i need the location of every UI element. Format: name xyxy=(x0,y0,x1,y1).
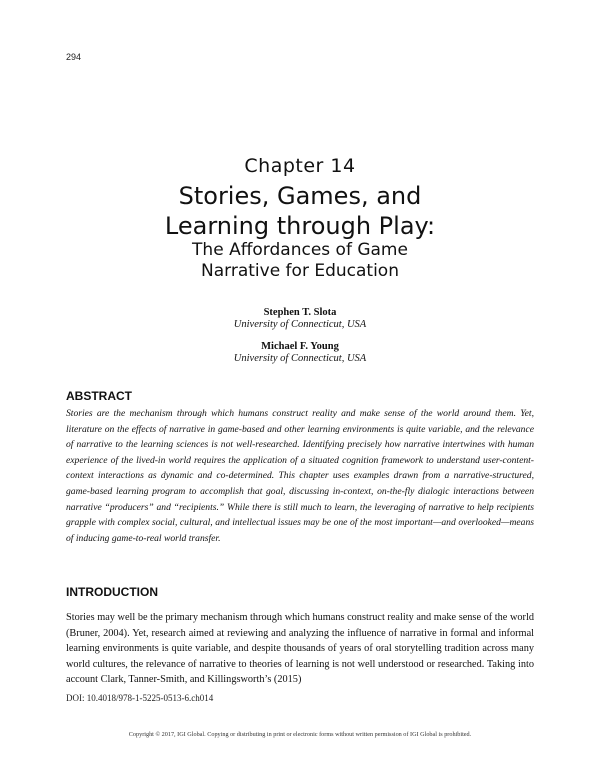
abstract-heading: ABSTRACT xyxy=(66,389,132,403)
chapter-title-line-2: Learning through Play: xyxy=(164,212,436,240)
page-number: 294 xyxy=(66,52,82,62)
chapter-title-line-1: Stories, Games, and xyxy=(178,182,422,210)
chapter-subtitle-line-2: Narrative for Education xyxy=(201,261,399,281)
abstract-text: Stories are the mechanism through which humans construct reality and make sense of the world around them. Yet, literature on the effects of narrative in game-based and other learning environments is quite variable, and the relevance of narrative to the learning sciences is not well-researched. Identifying precisely how narrative intertwines with human experience of the lived-in world requires the application of a situated cognition framework to understand user-content-context interactions as dynamic and co-determined. This chapter uses examples drawn from a narrative-structured, game-based learning program to accomplish that goal, discussing in-context, on-the-fly dialogic interactions between narrative “producers” and “recipients.” While there is still much to learn, the leveraging of narrative to help recipients grapple with complex social, cultural, and intellectual issues may be one of the most important—and overlooked—means of inducing game-to-real world transfer. xyxy=(66,408,534,544)
chapter-subtitle-line-1: The Affordances of Game xyxy=(192,240,408,260)
introduction-text: Stories may well be the primary mechanism through which humans construct reality and make sense of the world (Bruner, 2004). Yet, research aimed at reviewing and analyzing the influence of narrative in formal and informal learning environments is quite variable, and despite thousands of years of oral storytelling tradition across many world cultures, the relevance of narrative to theories of learning is not well understood or researched. Taking into account Clark, Tanner-Smith, and Killingsworth’s (2015) xyxy=(66,612,534,686)
author-name: Michael F. Young xyxy=(261,341,339,352)
author-affiliation: University of Connecticut, USA xyxy=(233,353,367,364)
introduction-heading: INTRODUCTION xyxy=(66,585,158,599)
chapter-label: Chapter 14 xyxy=(244,155,356,177)
copyright-footer: Copyright © 2017, IGI Global. Copying or distributing in print or electronic forms without written permission of IGI Global is prohibited. xyxy=(128,731,472,738)
author-affiliation: University of Connecticut, USA xyxy=(233,319,367,330)
doi-line: DOI: 10.4018/978-1-5225-0513-6.ch014 xyxy=(66,693,214,703)
author-name: Stephen T. Slota xyxy=(263,307,337,318)
